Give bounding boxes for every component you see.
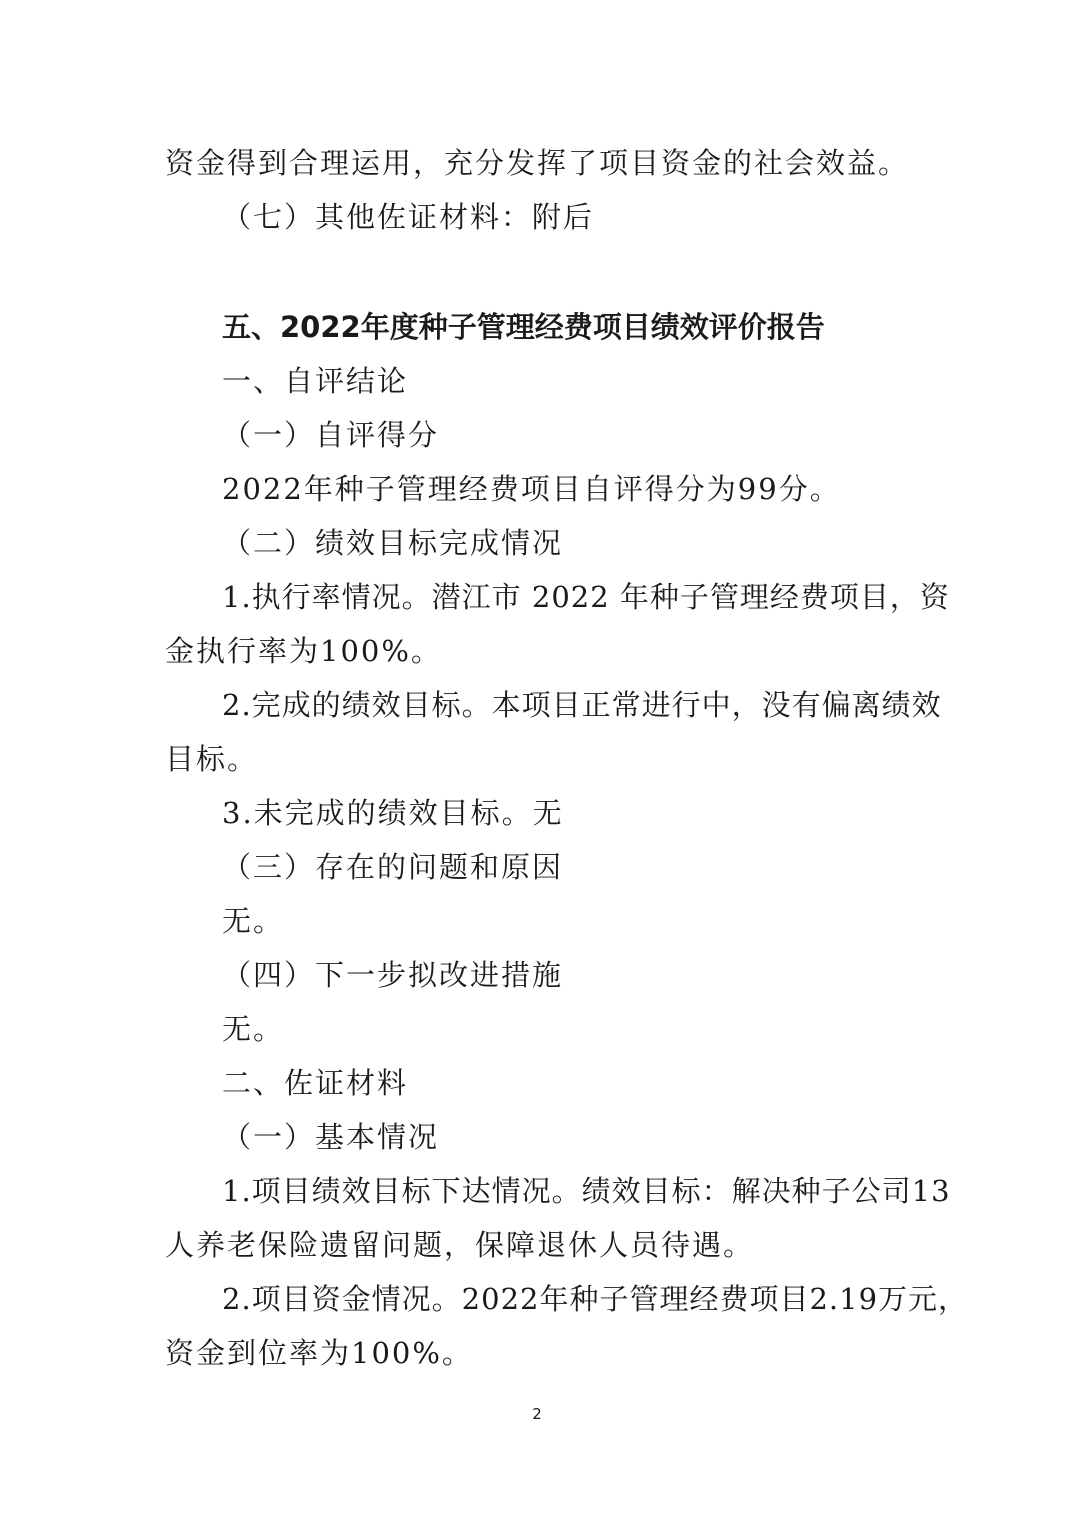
paragraph-line: 无。 — [222, 1012, 285, 1046]
paragraph-line: 资金得到合理运用，充分发挥了项目资金的社会效益。 — [165, 146, 910, 180]
paragraph-line: 金执行率为100%。 — [165, 634, 442, 668]
paragraph-line: 2.完成的绩效目标。本项目正常进行中，没有偏离绩效 — [222, 688, 942, 722]
subsection-heading: （一）基本情况 — [222, 1120, 440, 1154]
paragraph-line: 2022年种子管理经费项目自评得分为99分。 — [222, 472, 841, 506]
paragraph-line: 1.执行率情况。潜江市 2022 年种子管理经费项目，资 — [222, 580, 950, 614]
section-heading: （七）其他佐证材料：附后 — [222, 200, 595, 234]
page-number: 2 — [532, 1405, 542, 1423]
paragraph-line: 资金到位率为100%。 — [165, 1336, 473, 1370]
subsection-heading: （三）存在的问题和原因 — [222, 850, 564, 884]
subsection-heading: （二）绩效目标完成情况 — [222, 526, 564, 560]
section-heading: 二、佐证材料 — [222, 1066, 409, 1100]
subsection-heading: （一）自评得分 — [222, 418, 440, 452]
paragraph-line: 人养老保险遗留问题，保障退休人员待遇。 — [165, 1228, 755, 1262]
section-heading: 一、自评结论 — [222, 364, 409, 398]
paragraph-line: 3.未完成的绩效目标。无 — [222, 796, 564, 830]
paragraph-line: 目标。 — [165, 742, 259, 776]
paragraph-line: 无。 — [222, 904, 285, 938]
report-title: 五、2022年度种子管理经费项目绩效评价报告 — [222, 310, 825, 344]
subsection-heading: （四）下一步拟改进措施 — [222, 958, 564, 992]
paragraph-line: 2.项目资金情况。2022年种子管理经费项目2.19万元， — [222, 1282, 969, 1316]
paragraph-line: 1.项目绩效目标下达情况。绩效目标：解决种子公司13 — [222, 1174, 951, 1208]
